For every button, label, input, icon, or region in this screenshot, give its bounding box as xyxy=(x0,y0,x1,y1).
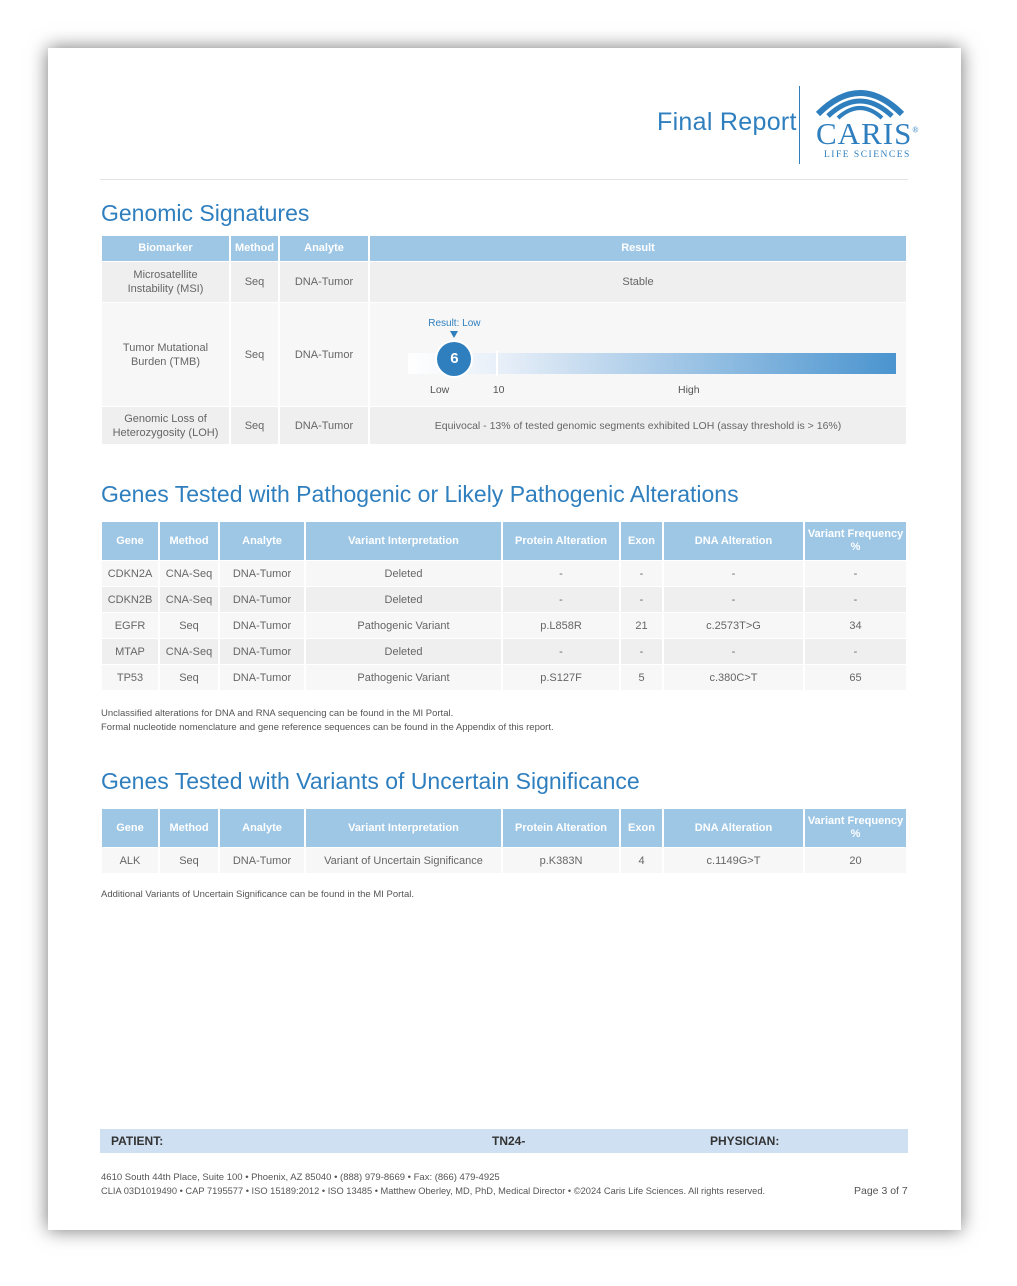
analyte-cell: DNA-Tumor xyxy=(280,303,368,406)
method-cell: Seq xyxy=(231,303,278,406)
column-header: Protein Alteration xyxy=(503,522,619,560)
table-cell: CNA-Seq xyxy=(160,561,218,586)
result-cell: Stable xyxy=(370,262,906,302)
analyte-cell: DNA-Tumor xyxy=(280,407,368,444)
table-cell: - xyxy=(503,639,619,664)
report-title: Final Report xyxy=(657,108,797,136)
biomarker-cell xyxy=(102,407,229,444)
table-cell: 65 xyxy=(805,665,906,690)
pathogenic-notes xyxy=(101,707,554,735)
table-cell: 5 xyxy=(621,665,662,690)
biomarker-name: Burden (TMB) xyxy=(130,355,201,368)
table-cell: DNA-Tumor xyxy=(220,561,304,586)
table-cell: - xyxy=(503,561,619,586)
genomic-signatures-table xyxy=(100,235,908,445)
table-cell: 20 xyxy=(805,848,906,873)
section-title-vus: Genes Tested with Variants of Uncertain Significance xyxy=(101,768,640,794)
table-cell: c.380C>T xyxy=(664,665,803,690)
table-cell: - xyxy=(805,561,906,586)
table-cell: - xyxy=(621,561,662,586)
column-header: Method xyxy=(160,522,218,560)
table-cell: p.L858R xyxy=(503,613,619,638)
vus-table xyxy=(100,808,908,874)
logo-subtitle: LIFE SCIENCES xyxy=(824,150,911,160)
logo-registered: ® xyxy=(912,125,920,135)
table-cell: Deleted xyxy=(306,639,501,664)
table-cell: Seq xyxy=(160,665,218,690)
header-rule xyxy=(100,179,908,180)
tmb-threshold-marker xyxy=(496,351,498,376)
biomarker-name: Instability (MSI) xyxy=(127,283,204,295)
column-header: Variant Interpretation xyxy=(306,809,501,847)
column-header: Variant Frequency % xyxy=(805,522,906,560)
table-cell: c.1149G>T xyxy=(664,848,803,873)
column-header: Analyte xyxy=(220,522,304,560)
table-cell: - xyxy=(664,639,803,664)
table-cell: - xyxy=(664,561,803,586)
table-cell: DNA-Tumor xyxy=(220,587,304,612)
table-row xyxy=(102,665,906,690)
table-header-row xyxy=(102,236,906,261)
page-number: Page 3 of 7 xyxy=(854,1185,908,1197)
msi-row xyxy=(102,262,906,302)
table-row xyxy=(102,639,906,664)
note-text: Formal nucleotide nomenclature and gene reference sequences can be found in the Appendix of this report. xyxy=(101,722,554,733)
table-cell: MTAP xyxy=(102,639,158,664)
table-cell: - xyxy=(664,587,803,612)
table-row xyxy=(102,561,906,586)
vus-note: Additional Variants of Uncertain Significance can be found in the MI Portal. xyxy=(101,889,414,900)
table-cell: - xyxy=(621,587,662,612)
table-cell: Variant of Uncertain Significance xyxy=(306,848,501,873)
table-cell: Seq xyxy=(160,848,218,873)
table-cell: Deleted xyxy=(306,561,501,586)
table-cell: - xyxy=(503,587,619,612)
biomarker-name: Heterozygosity (LOH) xyxy=(112,426,219,439)
column-header: Protein Alteration xyxy=(503,809,619,847)
analyte-cell: DNA-Tumor xyxy=(280,262,368,302)
case-id: TN24- xyxy=(492,1134,526,1148)
column-header: Method xyxy=(231,236,278,261)
biomarker-cell xyxy=(102,262,229,302)
loh-row xyxy=(102,407,906,444)
table-row xyxy=(102,613,906,638)
column-header: DNA Alteration xyxy=(664,522,803,560)
table-cell: TP53 xyxy=(102,665,158,690)
marker-arrow-icon xyxy=(450,331,458,338)
table-cell: CDKN2B xyxy=(102,587,158,612)
table-cell: p.S127F xyxy=(503,665,619,690)
table-cell: DNA-Tumor xyxy=(220,639,304,664)
table-cell: - xyxy=(805,587,906,612)
column-header: Biomarker xyxy=(102,236,229,261)
tmb-threshold-label: 10 xyxy=(492,384,505,396)
column-header: Variant Frequency % xyxy=(805,809,906,847)
table-cell: CNA-Seq xyxy=(160,587,218,612)
header-divider xyxy=(799,86,800,164)
patient-bar xyxy=(100,1129,908,1153)
tmb-result-cell xyxy=(370,303,906,406)
table-cell: DNA-Tumor xyxy=(220,665,304,690)
tmb-result-marker xyxy=(424,317,484,377)
method-cell: Seq xyxy=(231,407,278,444)
table-cell: ALK xyxy=(102,848,158,873)
pathogenic-table xyxy=(100,521,908,691)
column-header: Analyte xyxy=(280,236,368,261)
table-cell: Seq xyxy=(160,613,218,638)
section-title-pathogenic: Genes Tested with Pathogenic or Likely Pathogenic Alterations xyxy=(101,481,739,507)
note-text: Unclassified alterations for DNA and RNA sequencing can be found in the MI Portal. xyxy=(101,708,454,719)
report-page xyxy=(48,48,961,1230)
table-cell: - xyxy=(805,639,906,664)
table-cell: c.2573T>G xyxy=(664,613,803,638)
table-cell: Pathogenic Variant xyxy=(306,665,501,690)
biomarker-name: Tumor Mutational xyxy=(122,341,209,354)
table-row xyxy=(102,848,906,873)
column-header: Result xyxy=(370,236,906,261)
biomarker-cell xyxy=(102,303,229,406)
table-header-row xyxy=(102,522,906,560)
tmb-low-label: Low xyxy=(430,384,450,396)
method-cell: Seq xyxy=(231,262,278,302)
table-cell: 21 xyxy=(621,613,662,638)
footer-address: 4610 South 44th Place, Suite 100 • Phoenix, AZ 85040 • (888) 979-8669 • Fax: (866) 479-4925 xyxy=(101,1172,500,1183)
column-header: Method xyxy=(160,809,218,847)
column-header: Gene xyxy=(102,809,158,847)
table-header-row xyxy=(102,809,906,847)
table-cell: EGFR xyxy=(102,613,158,638)
section-title-genomic-signatures: Genomic Signatures xyxy=(101,200,310,226)
table-cell: CDKN2A xyxy=(102,561,158,586)
table-cell: - xyxy=(621,639,662,664)
column-header: Gene xyxy=(102,522,158,560)
table-cell: Pathogenic Variant xyxy=(306,613,501,638)
caris-logo xyxy=(810,80,920,165)
tmb-row xyxy=(102,303,906,406)
table-row xyxy=(102,587,906,612)
tmb-value-badge: 6 xyxy=(437,342,471,376)
physician-label: PHYSICIAN: xyxy=(710,1134,780,1148)
table-cell: CNA-Seq xyxy=(160,639,218,664)
tmb-gauge xyxy=(408,303,896,406)
logo-wordmark: CARIS xyxy=(816,116,913,151)
table-cell: DNA-Tumor xyxy=(220,848,304,873)
footer-certifications: CLIA 03D1019490 • CAP 7195577 • ISO 15189:2012 • ISO 13485 • Matthew Oberley, MD, PhD, Medical Director • ©2024 Caris Life Sciences. All rights reserved. xyxy=(101,1186,766,1196)
table-cell: Deleted xyxy=(306,587,501,612)
column-header: Variant Interpretation xyxy=(306,522,501,560)
column-header: Exon xyxy=(621,809,662,847)
tmb-high-label: High xyxy=(678,384,700,396)
table-cell: p.K383N xyxy=(503,848,619,873)
biomarker-name: Genomic Loss of xyxy=(124,412,207,425)
column-header: DNA Alteration xyxy=(664,809,803,847)
column-header: Exon xyxy=(621,522,662,560)
table-cell: 34 xyxy=(805,613,906,638)
table-cell: 4 xyxy=(621,848,662,873)
biomarker-name: Microsatellite xyxy=(133,269,198,281)
column-header: Analyte xyxy=(220,809,304,847)
patient-label: PATIENT: xyxy=(111,1134,164,1148)
result-cell: Equivocal - 13% of tested genomic segments exhibited LOH (assay threshold is > 16%) xyxy=(370,407,906,444)
tmb-result-label: Result: Low xyxy=(428,318,481,329)
table-cell: DNA-Tumor xyxy=(220,613,304,638)
